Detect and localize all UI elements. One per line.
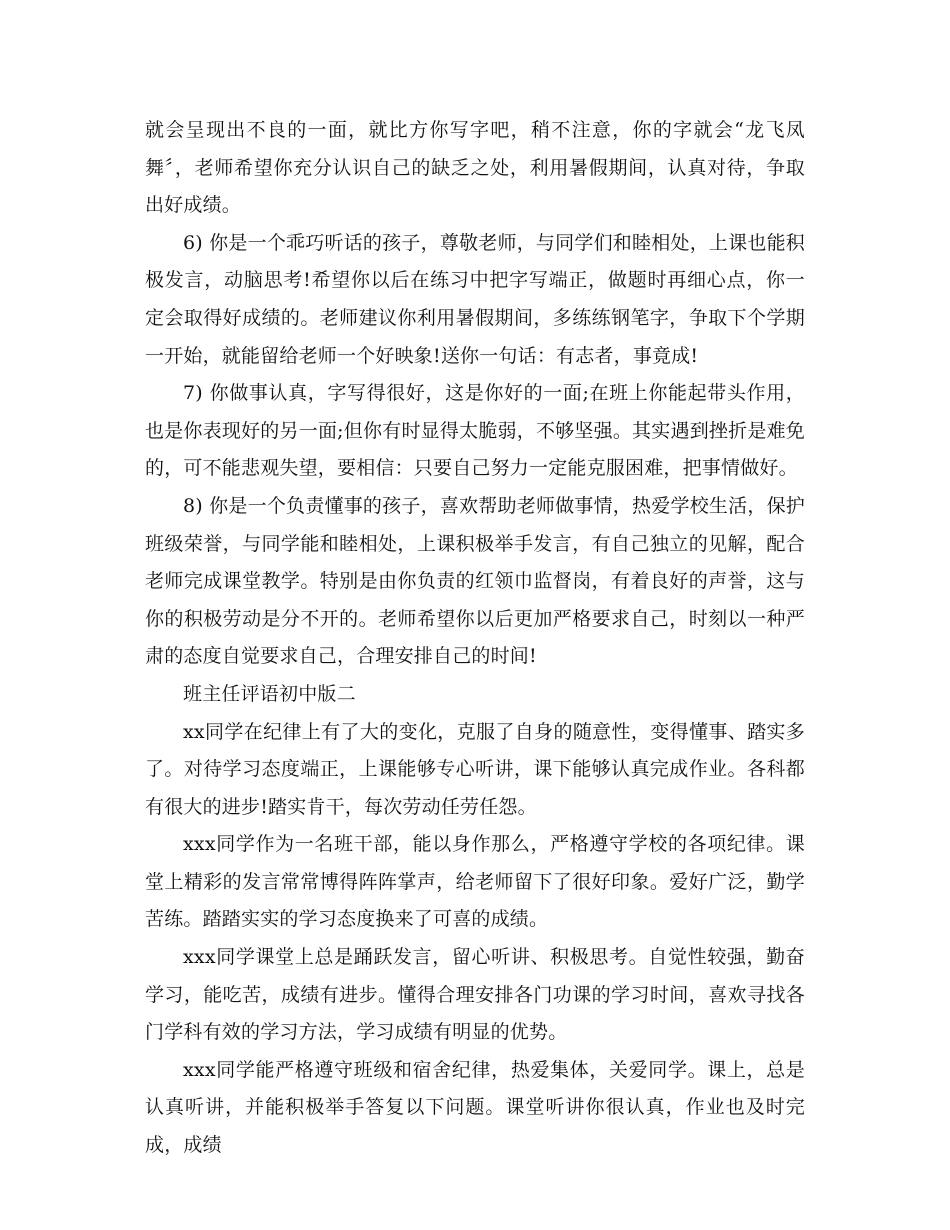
paragraph-6: xx同学在纪律上有了大的变化，克服了自身的随意性，变得懂事、踏实多了。对待学习态度端正，上课能够专心听讲，课下能够认真完成作业。各科都有很大的进步!踏实肯干，每次劳动任劳任怨。 bbox=[145, 720, 805, 818]
paragraph-9: xxx同学能严格遵守班级和宿舍纪律，热爱集体，关爱同学。课上，总是认真听讲，并能积极举手答复以下问题。课堂听讲你很认真，作业也及时完成，成绩 bbox=[145, 1058, 805, 1157]
section-heading: 班主任评语初中版二 bbox=[183, 682, 356, 705]
paragraph-8: xxx同学课堂上总是踊跃发言，留心听讲、积极思考。自觉性较强，勤奋学习，能吃苦，成绩有进步。懂得合理安排各门功课的学习时间，喜欢寻找各门学科有效的学习方法，学习成绩有明显的优势。 bbox=[145, 946, 805, 1044]
paragraph-1: 就会呈现出不良的一面，就比方你写字吧，稍不注意，你的字就会“龙飞凤舞〞，老师希望你充分认识自己的缺乏之处，利用暑假期间，认真对待，争取出好成绩。 bbox=[145, 119, 805, 217]
paragraph-2: 6) 你是一个乖巧听话的孩子，尊敬老师，与同学们和睦相处，上课也能积极发言，动脑思考!希望你以后在练习中把字写端正，做题时再细心点，你一定会取得好成绩的。老师建议你利用暑假期间，多练练钢笔字，争取下个学期一开始，就能留给老师一个好映象!送你一句话：有志者，事竟成! bbox=[145, 231, 805, 367]
paragraph-7: xxx同学作为一名班干部，能以身作那么，严格遵守学校的各项纪律。课堂上精彩的发言常常博得阵阵掌声，给老师留下了很好印象。爱好广泛，勤学苦练。踏踏实实的学习态度换来了可喜的成绩。 bbox=[145, 833, 805, 931]
paragraph-3: 7) 你做事认真，字写得很好，这是你好的一面;在班上你能起带头作用，也是你表现好的另一面;但你有时显得太脆弱，不够坚强。其实遇到挫折是难免的，可不能悲观失望，要相信：只要自己努力一定能克服困难，把事情做好。 bbox=[145, 382, 805, 480]
document-page bbox=[145, 112, 805, 1165]
paragraph-4: 8) 你是一个负责懂事的孩子，喜欢帮助老师做事情，热爱学校生活，保护班级荣誉，与同学能和睦相处，上课积极举手发言，有自己独立的见解，配合老师完成课堂教学。特别是由你负责的红领巾监督岗，有着良好的声誉，这与你的积极劳动是分不开的。老师希望你以后更加严格要求自己，时刻以一种严肃的态度自觉要求自己，合理安排自己的时间! bbox=[145, 494, 805, 668]
